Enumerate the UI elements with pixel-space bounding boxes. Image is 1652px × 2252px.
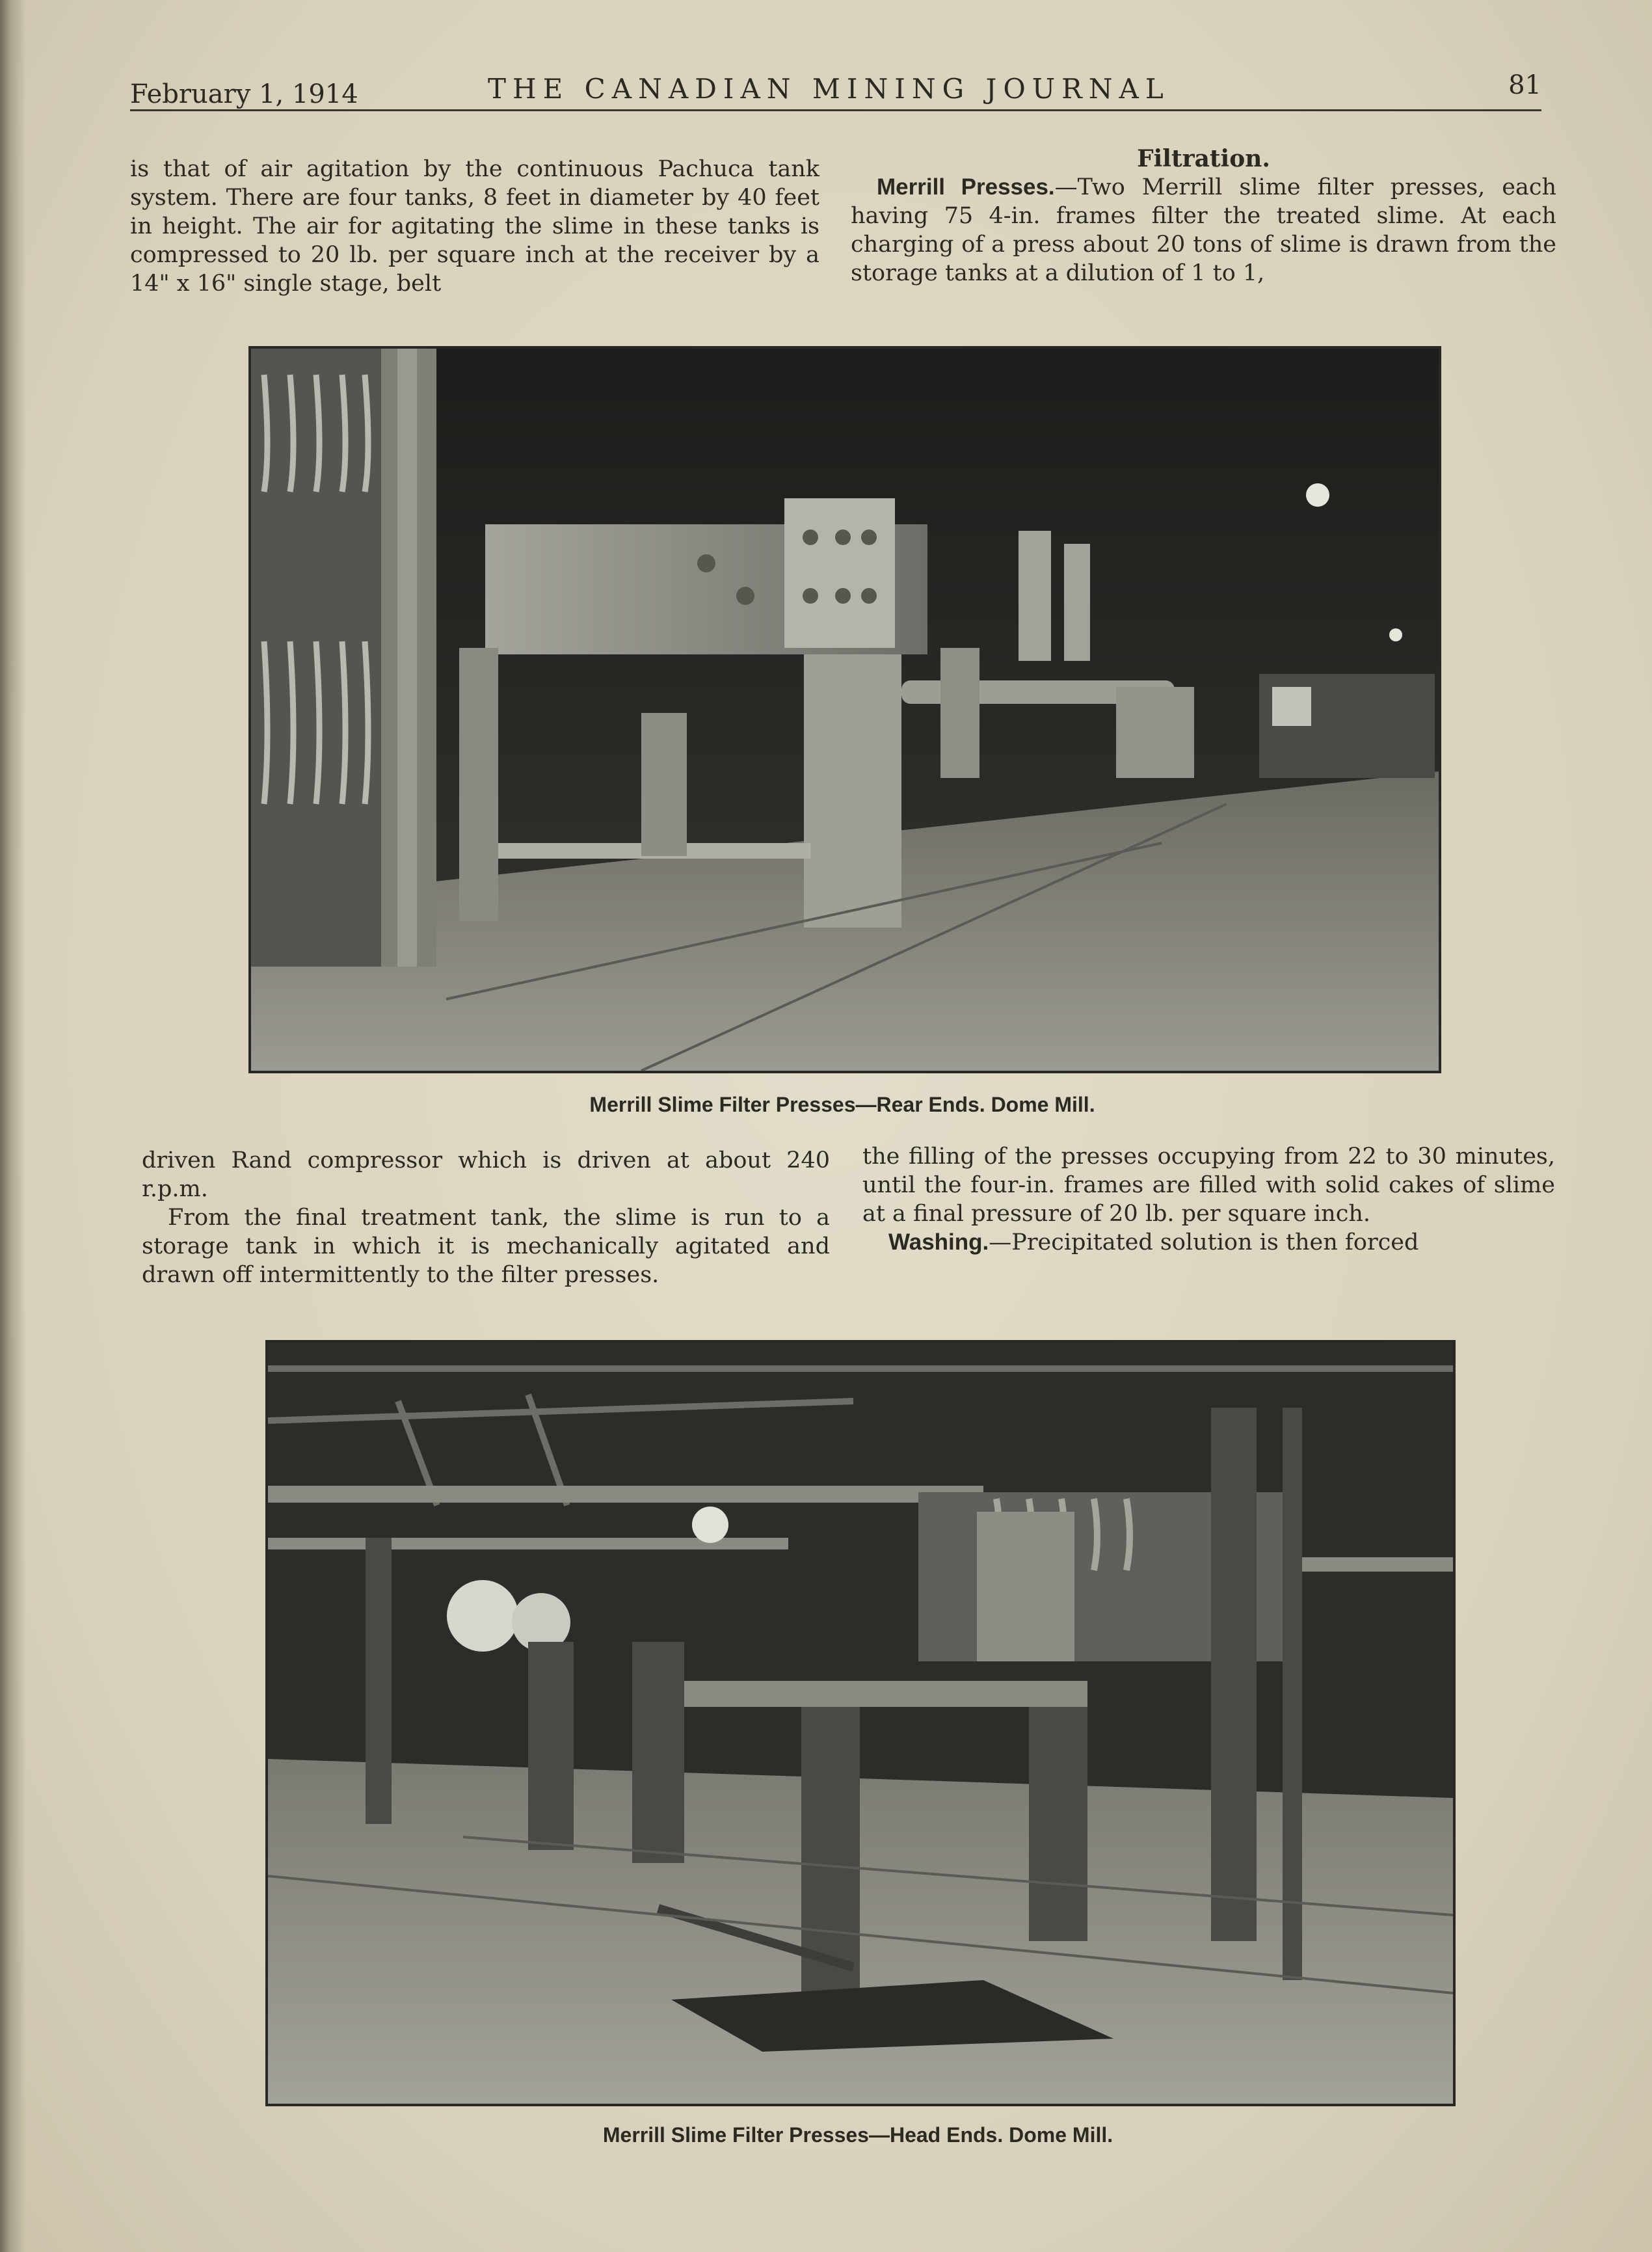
- photo-head-ends: [265, 1340, 1456, 2106]
- figure-1-caption: Merrill Slime Filter Presses—Rear Ends. Dome Mill.: [589, 1093, 1095, 1116]
- middle-left-paragraph-1: driven Rand compressor which is driven at about 240 r.p.m.: [142, 1147, 830, 1202]
- header-rule: [130, 109, 1541, 111]
- merrill-presses-run-in: Merrill Presses.: [877, 174, 1055, 200]
- book-spine-shadow: [0, 0, 26, 2252]
- figure-2-caption: Merrill Slime Filter Presses—Head Ends. Dome Mill.: [602, 2123, 1113, 2147]
- filtration-heading: Filtration.: [1137, 145, 1270, 172]
- top-right-column: [851, 144, 1556, 288]
- middle-left-paragraph-2: From the final treatment tank, the slime is run to a storage tank in which it is mechanically agitated and drawn off intermittently to the filter presses.: [142, 1205, 830, 1288]
- filling-paragraph: the filling of the presses occupying from 22 to 30 minutes, until the four-in. frames are filled with solid cakes of slime at a final pressure of 20 lb. per square inch.: [862, 1144, 1555, 1227]
- merrill-presses-text: —Two Merrill slime filter presses, each having 75 4-in. frames filter the treated slime. At each charging of a press about 20 tons of slime is drawn from the storage tanks at a dilution of 1 to 1,: [851, 174, 1556, 286]
- middle-right-column: [862, 1142, 1555, 1257]
- washing-text: —Precipitated solution is then forced: [989, 1229, 1419, 1255]
- top-left-paragraph: is that of air agitation by the continuous Pachuca tank system. There are four tanks, 8 feet in diameter by 40 feet in height. The air for agitating the slime in these tanks is compressed to 20 lb. per square inch at the receiver by a 14" x 16" single stage, belt: [130, 156, 819, 297]
- middle-left-column: [142, 1146, 830, 1289]
- page-number: 81: [1508, 70, 1541, 100]
- washing-paragraph: [862, 1228, 1555, 1257]
- journal-title: THE CANADIAN MINING JOURNAL: [488, 73, 1170, 105]
- photo-rear-ends-image: [251, 349, 1439, 1071]
- washing-run-in: Washing.: [888, 1229, 989, 1255]
- top-left-column: [130, 155, 819, 298]
- photo-head-ends-image: [268, 1343, 1453, 2104]
- merrill-presses-paragraph: [851, 173, 1556, 288]
- photo-rear-ends: [248, 346, 1441, 1073]
- header-date: February 1, 1914: [130, 79, 358, 109]
